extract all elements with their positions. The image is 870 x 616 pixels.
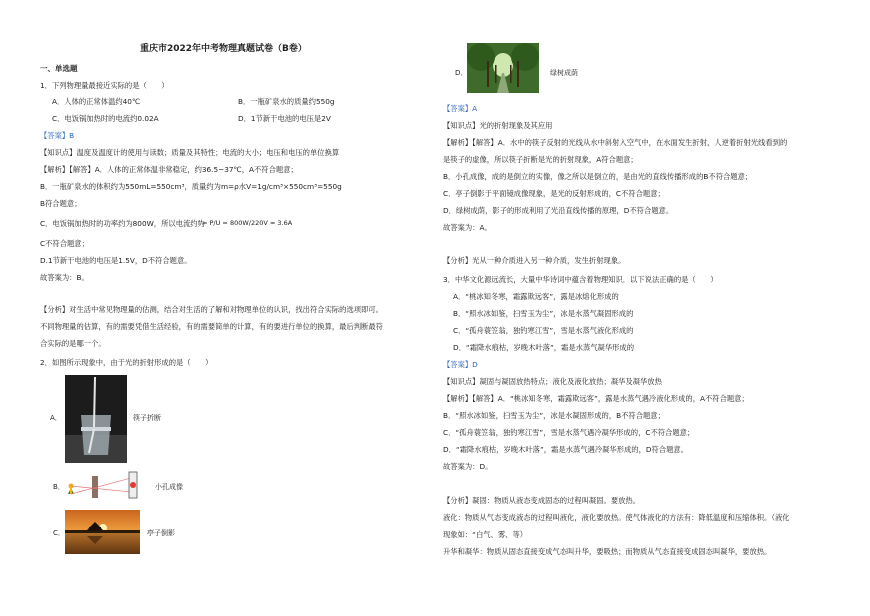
tree-shade-image: [467, 43, 539, 93]
q1-answer: 【答案】B: [40, 131, 75, 140]
q1-fenxi-line: 合实际的是哪一个。: [40, 339, 106, 348]
q2-analysis-line: 是筷子的虚像，所以筷子折断是光的折射现象，A符合题意；: [443, 155, 638, 164]
q3-fenxi-line: 【分析】凝固：物质从液态变成固态的过程叫凝固。要放热。: [443, 496, 641, 505]
q2-analysis-line: C．亭子倒影于平面镜成像现象，是光的反射形成的，C不符合题意；: [443, 189, 665, 198]
q3-knowledge: 【知识点】凝固与凝固放热特点；液化及液化放热；凝华及凝华放热: [443, 377, 662, 386]
q3-analysis-line: C．“孤舟蓑笠翁，独钓寒江雪”，雪是水蒸气遇冷凝华形成的，C不符合题意；: [443, 428, 695, 437]
q1-option-a: A．人体的正常体温约40℃: [52, 97, 141, 106]
q3-option-a: A．“桃冰知冬寒，霜露欺远客”，露是冰熔化形成的: [453, 292, 619, 301]
q3-analysis-line: B．“照水冰如鉴，扫雪玉为尘”，冰是水凝固形成的，B不符合题意；: [443, 411, 665, 420]
q1-analysis-line: C不符合题意；: [40, 239, 89, 248]
q3-fenxi-line: 液化：物质从气态变成液态的过程叫液化，液化要放热。使气体液化的方法有：降低温度和压缩体积。（液化: [443, 513, 790, 522]
q2-option-a-caption: 筷子折断: [133, 414, 161, 422]
q3-option-c: C．“孤舟蓑笠翁，独钓寒江雪”，雪是水蒸气液化形成的: [453, 326, 634, 335]
q2-stem: 2．如图所示现象中，由于光的折射形成的是（ ）: [40, 358, 213, 367]
q3-answer: 【答案】D: [443, 360, 478, 369]
q2-knowledge: 【知识点】光的折射现象及其应用: [443, 121, 553, 130]
pinhole-imaging-image: [65, 470, 145, 502]
q2-fenxi: 【分析】光从一种介质进入另一种介质，发生折射现象。: [443, 256, 626, 265]
q2-option-b-label: B．: [53, 483, 65, 491]
q2-analysis-line: 【解析】【解答】A．水中的筷子反射的光线从水中斜射入空气中，在水面发生折射，人逆着折射光线看到的: [443, 138, 788, 147]
q1-stem: 1．下列物理量最接近实际的是（ ）: [40, 81, 169, 90]
q2-option-c-label: C．: [53, 529, 65, 537]
q3-analysis-line: D．“霜降水痕枯，岁晚木叶落”，霜是水蒸气遇冷凝华形成的，D符合题意。: [443, 445, 688, 454]
q1-analysis-line: B符合题意；: [40, 199, 82, 208]
q2-option-c-caption: 亭子倒影: [147, 529, 175, 537]
q3-stem: 3．中华文化源远流长，大量中华诗词中蕴含着物理知识．以下说法正确的是（ ）: [443, 275, 718, 284]
q1-analysis-line: D.1节新干电池的电压是1.5V，D不符合题意。: [40, 256, 192, 265]
q2-option-b-caption: 小孔成像: [155, 483, 183, 491]
q2-answer: 【答案】A: [443, 104, 478, 113]
q3-analysis-line: 【解析】【解答】A．“桃冰知冬寒，霜露欺远客”，露是水蒸气遇冷液化形成的，A不符合题意；: [443, 394, 749, 403]
page-title: 重庆市2022年中考物理真题试卷（B卷）: [140, 44, 307, 54]
q3-conclusion: 故答案为：D。: [443, 462, 493, 471]
q3-fenxi-line: 现象如：“白气、雾、等）: [443, 530, 528, 539]
q2-option-d-label: D．: [455, 69, 468, 77]
q2-conclusion: 故答案为：A。: [443, 223, 492, 232]
q1-knowledge: 【知识点】温度及温度计的使用与读数；质量及其特性；电流的大小；电压和电压的单位换算: [40, 148, 340, 157]
q2-option-d-caption: 绿树成荫: [550, 69, 578, 77]
q2-option-a-label: A．: [50, 414, 62, 422]
chopsticks-glass-image: [65, 375, 127, 463]
q3-fenxi-line: 升华和凝华：物质从固态直接变成气态叫升华，要吸热；而物质从气态直接变成固态叫凝华，要放热。: [443, 547, 772, 556]
q1-conclusion: 故答案为：B。: [40, 273, 89, 282]
q1-option-c: C．电饭锅加热时的电流约0.02A: [52, 114, 159, 123]
q1-formula: I = P/U = 800W/220V ≈ 3.6A: [198, 219, 293, 227]
pavilion-reflection-image: [65, 510, 140, 554]
q1-option-b: B．一瓶矿泉水的质量约550g: [238, 97, 335, 106]
q1-option-d: D．1节新干电池的电压是2V: [238, 114, 331, 123]
q3-option-d: D．“霜降水痕枯，岁晚木叶落”，霜是水蒸气凝华形成的: [453, 343, 635, 352]
q2-analysis-line: B．小孔成像，成的是倒立的实像，像之所以是倒立的，是由光的直线传播形成的B不符合题意；: [443, 172, 753, 181]
q1-analysis-line: 【解析】【解答】A．人体的正常体温非常稳定，约36.5~37℃，A不符合题意；: [40, 165, 298, 174]
q1-analysis-line: B．一瓶矿泉水的体积约为550mL=550cm³，质量约为m=ρ水V=1g/cm³×550cm³=550g: [40, 182, 342, 191]
q2-analysis-line: D．绿树成荫，影子的形成利用了光沿直线传播的原理，D不符合题意。: [443, 206, 674, 215]
q1-analysis-line: C．电饭锅加热时的功率约为800W，所以电流约为: [40, 219, 205, 228]
q1-fenxi-line: 【分析】对生活中常见物理量的估测，结合对生活的了解和对物理单位的认识，找出符合实际的选项即可。: [40, 305, 383, 314]
q3-option-b: B．“照水冰如鉴，扫雪玉为尘”，冰是水蒸气凝固形成的: [453, 309, 634, 318]
section-heading: 一、单选题: [40, 64, 78, 73]
q1-fenxi-line: 不同物理量的估算，有的需要凭借生活经验，有的需要简单的计算，有的要进行单位的换算，最后判断最符: [40, 322, 383, 331]
